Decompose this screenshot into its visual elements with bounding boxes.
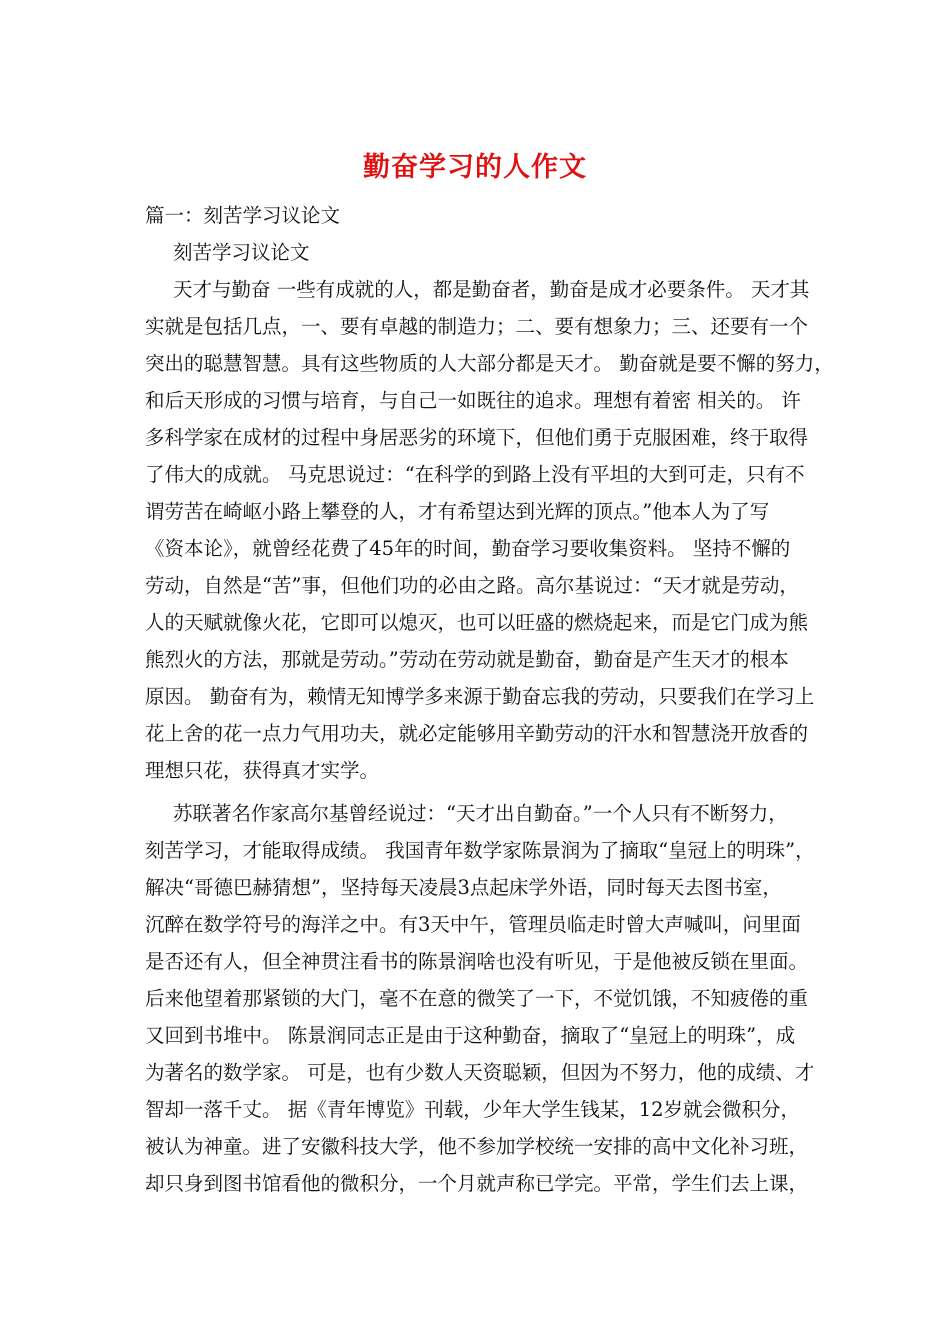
paragraph-line: 理想只花，获得真才实学。 xyxy=(145,759,380,782)
paragraph-line: 原因。 勤奋有为，赖情无知博学多来源于勤奋忘我的劳动，只要我们在学习上 xyxy=(145,685,815,708)
paragraph-line: 苏联著名作家高尔基曾经说过：“天才出自勤奋。”一个人只有不断努力， xyxy=(173,802,788,825)
paragraph-line: 刻苦学习，才能取得成绩。 我国青年数学家陈景润为了摘取“皇冠上的明珠”， xyxy=(145,839,815,862)
subheading: 刻苦学习议论文 xyxy=(173,241,310,264)
paragraph-1 xyxy=(145,271,834,789)
paragraph-line: 后来他望着那紧锁的大门，毫不在意的微笑了一下，不觉饥饿，不知疲倦的重 xyxy=(145,987,809,1010)
paragraph-line: 谓劳苦在崎岖小路上攀登的人，才有希望达到光辉的顶点。”他本人为了写 xyxy=(145,500,770,523)
paragraph-line: 却只身到图书馆看他的微积分，一个月就声称已学完。平常，学生们去上课， xyxy=(145,1172,809,1195)
document-body xyxy=(145,197,834,1202)
paragraph-line: 多科学家在成材的过程中身居恶劣的环境下，但他们勇于克服困难，终于取得 xyxy=(145,426,809,449)
paragraph-line: 解决“哥德巴赫猜想”，坚持每天凌晨3点起床学外语，同时每天去图书室， xyxy=(145,876,782,899)
paragraph-line: 《资本论》，就曾经花费了45年的时间，勤奋学习要收集资料。 坚持不懈的 xyxy=(145,537,791,560)
paragraph-line: 人的天赋就像火花，它即可以熄灭，也可以旺盛的燃烧起来，而是它门成为熊 xyxy=(145,611,809,634)
paragraph-line: 实就是包括几点，一、要有卓越的制造力；二、要有想象力；三、还要有一个 xyxy=(145,315,809,338)
section-heading: 篇一：刻苦学习议论文 xyxy=(145,204,341,227)
paragraph-line: 被认为神童。进了安徽科技大学，他不参加学校统一安排的高中文化补习班， xyxy=(145,1135,809,1158)
paragraph-line: 了伟大的成就。 马克思说过：“在科学的到路上没有平坦的大到可走，只有不 xyxy=(145,463,805,486)
paragraph-2 xyxy=(145,795,815,1202)
document-title: 勤奋学习的人作文 xyxy=(363,152,587,183)
paragraph-line: 突出的聪慧智慧。具有这些物质的人大部分都是天才。 勤奋就是要不懈的努力， xyxy=(145,352,834,375)
paragraph-line: 劳动，自然是“苦”事，但他们功的必由之路。高尔基说过：“天才就是劳动， xyxy=(145,574,799,597)
paragraph-line: 熊烈火的方法，那就是劳动。”劳动在劳动就是勤奋，勤奋是产生天才的根本 xyxy=(145,648,789,671)
paragraph-line: 又回到书堆中。 陈景润同志正是由于这种勤奋，摘取了“皇冠上的明珠”，成 xyxy=(145,1024,796,1047)
paragraph-line: 是否还有人，但全神贯注看书的陈景润啥也没有听见，于是他被反锁在里面。 xyxy=(145,950,809,973)
paragraph-line: 和后天形成的习惯与培育，与自己一如既往的追求。理想有着密 相关的。 许 xyxy=(145,389,801,412)
paragraph-line: 沉醉在数学符号的海洋之中。有3天中午，管理员临走时曾大声喊叫，问里面 xyxy=(145,913,801,936)
paragraph-line: 智却一落千丈。 据《青年博览》刊载，少年大学生钱某，12岁就会微积分， xyxy=(145,1098,801,1121)
paragraph-line: 花上舍的花一点力气用功夫，就必定能够用辛勤劳动的汗水和智慧浇开放香的 xyxy=(145,722,809,745)
paragraph-line: 天才与勤奋 一些有成就的人，都是勤奋者，勤奋是成才必要条件。 天才其 xyxy=(173,278,810,301)
paragraph-line: 为著名的数学家。 可是，也有少数人天资聪颖，但因为不努力，他的成绩、才 xyxy=(145,1061,815,1084)
